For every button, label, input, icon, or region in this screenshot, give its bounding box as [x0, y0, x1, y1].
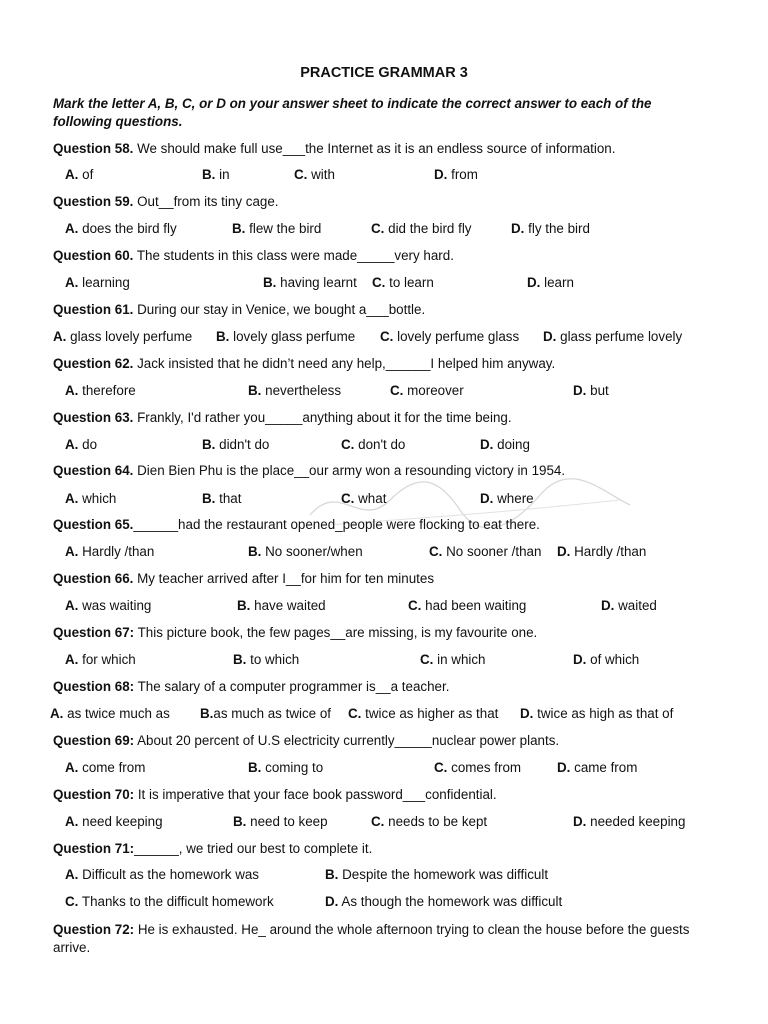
- question-text: The salary of a computer programmer is__a teacher.: [134, 679, 450, 694]
- question-label: Question 61.: [53, 302, 134, 317]
- question-label: Question 69:: [53, 733, 135, 748]
- question-71: [53, 841, 372, 856]
- option-68-d[interactable]: D. twice as high as that of: [520, 706, 674, 721]
- option-66-a[interactable]: A. was waiting: [65, 598, 152, 613]
- question-text: This picture book, the few pages__are missing, is my favourite one.: [134, 625, 538, 640]
- option-67-b[interactable]: B. to which: [233, 652, 300, 667]
- option-59-a[interactable]: A. does the bird fly: [65, 221, 177, 236]
- option-67-a[interactable]: A. for which: [65, 652, 136, 667]
- question-label: Question 59.: [53, 194, 134, 209]
- option-69-c[interactable]: C. comes from: [434, 760, 522, 775]
- question-label: Question 67:: [53, 625, 135, 640]
- option-71-b[interactable]: B. Despite the homework was difficult: [325, 867, 549, 882]
- option-69-d[interactable]: D. came from: [557, 760, 638, 775]
- option-62-c[interactable]: C. moreover: [390, 383, 464, 398]
- question-label: Question 72:: [53, 922, 135, 937]
- option-61-c[interactable]: C. lovely perfume glass: [380, 329, 520, 344]
- question-65: [53, 517, 540, 532]
- question-68: [53, 679, 449, 694]
- option-63-b[interactable]: B. didn't do: [202, 437, 270, 452]
- question-text: My teacher arrived after I__for him for ten minutes: [133, 571, 435, 586]
- question-64: [53, 463, 565, 478]
- question-text: ______, we tried our best to complete it.: [134, 841, 373, 856]
- page-title: PRACTICE GRAMMAR 3: [300, 65, 468, 81]
- option-60-c[interactable]: C. to learn: [372, 275, 434, 290]
- option-68-c[interactable]: C. twice as higher as that: [348, 706, 499, 721]
- question-59: [53, 194, 279, 209]
- option-66-b[interactable]: B. have waited: [237, 598, 326, 613]
- question-text: Dien Bien Phu is the place__our army won a resounding victory in 1954.: [133, 463, 566, 478]
- option-62-d[interactable]: D. but: [573, 383, 609, 398]
- option-71-a[interactable]: A. Difficult as the homework was: [65, 867, 260, 882]
- option-65-c[interactable]: C. No sooner /than: [429, 544, 542, 559]
- option-58-d[interactable]: D. from: [434, 167, 478, 182]
- question-label: Question 62.: [53, 356, 134, 371]
- option-59-d[interactable]: D. fly the bird: [511, 221, 590, 236]
- question-label: Question 70:: [53, 787, 135, 802]
- question-58: [53, 141, 615, 156]
- question-62: [53, 356, 555, 371]
- option-68-a[interactable]: A. as twice much as: [50, 706, 170, 721]
- option-70-b[interactable]: B. need to keep: [233, 814, 328, 829]
- option-65-a[interactable]: A. Hardly /than: [65, 544, 155, 559]
- option-61-d[interactable]: D. glass perfume lovely: [543, 329, 683, 344]
- question-label: Question 63.: [53, 410, 134, 425]
- instructions: Mark the letter A, B, C, or D on your answer sheet to indicate the correct answer to each of the following questions.: [53, 96, 652, 129]
- option-67-c[interactable]: C. in which: [420, 652, 486, 667]
- option-66-c[interactable]: C. had been waiting: [408, 598, 527, 613]
- option-71-c[interactable]: C. Thanks to the difficult homework: [65, 894, 274, 909]
- option-59-b[interactable]: B. flew the bird: [232, 221, 322, 236]
- question-text: About 20 percent of U.S electricity currently_____nuclear power plants.: [134, 733, 560, 748]
- question-text: He is exhausted. He_ around the whole afternoon trying to clean the house before the guests arrive.: [53, 922, 690, 955]
- question-72: [53, 921, 708, 957]
- option-58-a[interactable]: A. of: [65, 167, 94, 182]
- question-label: Question 66.: [53, 571, 134, 586]
- question-text: Out__from its tiny cage.: [133, 194, 279, 209]
- option-68-b[interactable]: B.as much as twice of: [200, 706, 331, 721]
- option-59-c[interactable]: C. did the bird fly: [371, 221, 472, 236]
- option-65-d[interactable]: D. Hardly /than: [557, 544, 647, 559]
- option-62-b[interactable]: B. nevertheless: [248, 383, 342, 398]
- option-71-d[interactable]: D. As though the homework was difficult: [325, 894, 563, 909]
- question-text: Jack insisted that he didn’t need any help,______I helped him anyway.: [133, 356, 556, 371]
- question-text: The students in this class were made_____very hard.: [133, 248, 454, 263]
- question-label: Question 58.: [53, 141, 134, 156]
- question-69: [53, 733, 559, 748]
- question-60: [53, 248, 454, 263]
- question-70: [53, 787, 497, 802]
- question-text: During our stay in Venice, we bought a___bottle.: [133, 302, 426, 317]
- option-58-b[interactable]: B. in: [202, 167, 230, 182]
- option-58-c[interactable]: C. with: [294, 167, 335, 182]
- question-text: We should make full use___the Internet as it is an endless source of information.: [133, 141, 616, 156]
- question-label: Question 64.: [53, 463, 134, 478]
- option-69-a[interactable]: A. come from: [65, 760, 146, 775]
- option-60-d[interactable]: D. learn: [527, 275, 574, 290]
- option-70-c[interactable]: C. needs to be kept: [371, 814, 488, 829]
- option-60-b[interactable]: B. having learnt: [263, 275, 357, 290]
- option-70-d[interactable]: D. needed keeping: [573, 814, 686, 829]
- question-66: [53, 571, 434, 586]
- question-text: ______had the restaurant opened_people were flocking to eat there.: [133, 517, 540, 532]
- question-61: [53, 302, 425, 317]
- question-label: Question 65.: [53, 517, 134, 532]
- option-64-b[interactable]: B. that: [202, 491, 242, 506]
- option-67-d[interactable]: D. of which: [573, 652, 640, 667]
- option-64-d[interactable]: D. where: [480, 491, 534, 506]
- option-69-b[interactable]: B. coming to: [248, 760, 324, 775]
- option-63-a[interactable]: A. do: [65, 437, 98, 452]
- option-70-a[interactable]: A. need keeping: [65, 814, 163, 829]
- question-67: [53, 625, 537, 640]
- option-61-b[interactable]: B. lovely glass perfume: [216, 329, 356, 344]
- question-text: Frankly, I'd rather you_____anything about it for the time being.: [133, 410, 512, 425]
- option-63-d[interactable]: D. doing: [480, 437, 530, 452]
- question-label: Question 60.: [53, 248, 134, 263]
- option-61-a[interactable]: A. glass lovely perfume: [53, 329, 193, 344]
- question-label: Question 71:: [53, 841, 135, 856]
- option-60-a[interactable]: A. learning: [65, 275, 130, 290]
- option-65-b[interactable]: B. No sooner/when: [248, 544, 363, 559]
- option-62-a[interactable]: A. therefore: [65, 383, 136, 398]
- option-66-d[interactable]: D. waited: [601, 598, 657, 613]
- question-label: Question 68:: [53, 679, 135, 694]
- option-64-c[interactable]: C. what: [341, 491, 387, 506]
- option-63-c[interactable]: C. don't do: [341, 437, 406, 452]
- question-text: It is imperative that your face book password___confidential.: [134, 787, 497, 802]
- option-64-a[interactable]: A. which: [65, 491, 117, 506]
- question-63: [53, 410, 512, 425]
